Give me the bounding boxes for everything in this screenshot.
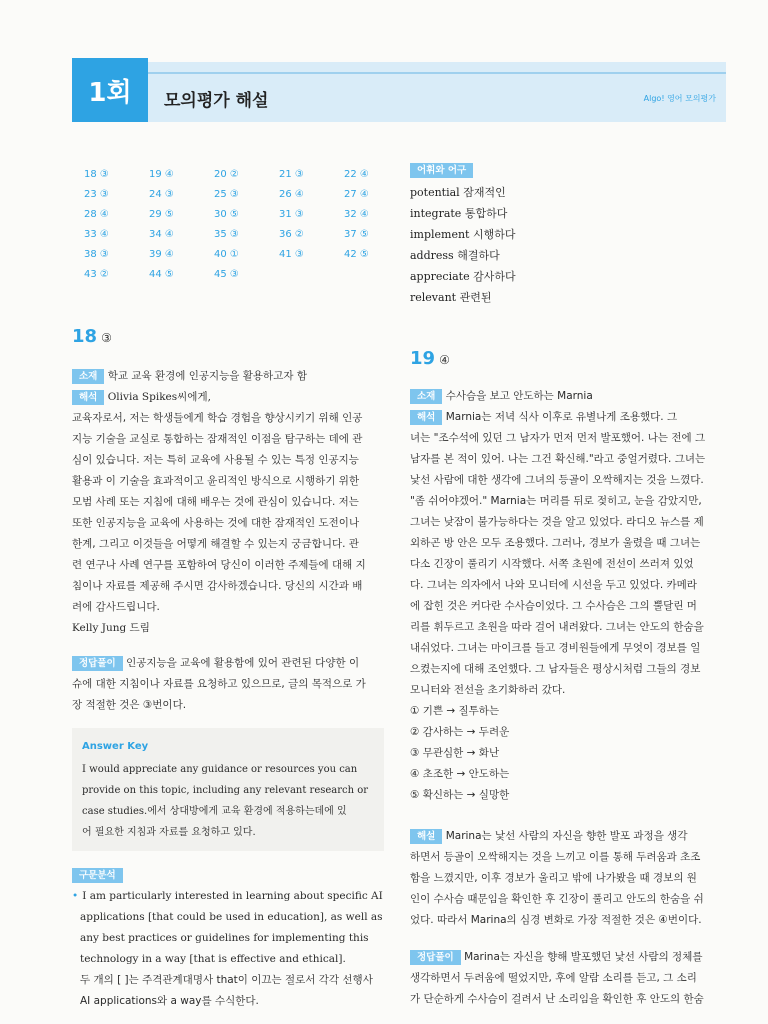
vocab-list bbox=[410, 182, 660, 308]
page-title: 모의평가 해설 bbox=[164, 91, 269, 111]
answer-key-label: Answer Key bbox=[82, 741, 149, 752]
header-series-label: Algo! 영어 모의평가 bbox=[643, 94, 716, 103]
translation-line: 낯선 사람에 대한 생각에 그녀의 등골이 오싹해지는 것을 느꼈다. bbox=[410, 474, 704, 486]
translation-line: "좀 쉬어야겠어." Marnia는 머리를 뒤로 젖히고, 눈을 감았지만, bbox=[410, 495, 702, 507]
header-divider bbox=[72, 72, 726, 74]
syntax-line: AI applications와 a way를 수식한다. bbox=[80, 995, 259, 1007]
syntax-line: applications [that could be used in education], as well as bbox=[80, 911, 383, 923]
answer-item: 28 ④ bbox=[84, 209, 109, 220]
solution-tag: 정답풀이 bbox=[410, 950, 461, 965]
answer-item: 29 ⑤ bbox=[149, 209, 174, 220]
option-item: ⑤ 확신하는 → 실망한 bbox=[410, 789, 510, 801]
answer-item: 32 ④ bbox=[344, 209, 369, 220]
answer-item: 25 ③ bbox=[214, 189, 239, 200]
solution-line: 슈에 대한 지침이나 자료를 요청하고 있으므로, 글의 목적으로 가 bbox=[72, 678, 366, 690]
translation-line: 에 잡힌 것은 커다란 수사슴이었다. 그 수사슴은 그의 뿔달린 머 bbox=[410, 600, 697, 612]
translation-tag: 해석 bbox=[72, 390, 104, 405]
answer-item: 34 ④ bbox=[149, 229, 174, 240]
solution-section bbox=[410, 947, 728, 1010]
translation-line: 다소 긴장이 풀리기 시작했다. 서쪽 초원에 전선이 쓰러져 있었 bbox=[410, 558, 694, 570]
explanation-line: 인이 수사슴 때문임을 확인한 후 긴장이 풀리고 안도의 한숨을 쉬 bbox=[410, 893, 704, 905]
answer-item: 43 ② bbox=[84, 269, 109, 280]
solution-line: Marina는 자신을 향해 발포했던 낯선 사람의 정체를 bbox=[464, 951, 703, 963]
answer-item: 35 ③ bbox=[214, 229, 239, 240]
question-number: 19 bbox=[410, 348, 436, 369]
topic-tag: 소재 bbox=[72, 369, 104, 384]
solution-line: 생각하면서 두려움에 떨었지만, 후에 알람 소리를 듣고, 그 소리 bbox=[410, 972, 697, 984]
translation-line: Kelly Jung 드림 bbox=[72, 622, 150, 634]
answer-item: 44 ⑤ bbox=[149, 269, 174, 280]
answer-item: 22 ④ bbox=[344, 169, 369, 180]
solution-line: 인공지능을 교육에 활용함에 있어 관련된 다양한 이 bbox=[126, 657, 360, 669]
answer-item: 31 ③ bbox=[279, 209, 304, 220]
question-19-column bbox=[410, 386, 728, 1010]
translation-line: 녀는 "조수석에 있던 그 남자가 먼저 먼저 발포했어. 나는 전에 그 bbox=[410, 432, 706, 444]
option-item: ① 기쁜 → 질투하는 bbox=[410, 705, 500, 717]
syntax-line: I am particularly interested in learning about specific AI bbox=[82, 890, 383, 902]
answer-item: 40 ① bbox=[214, 249, 239, 260]
translation-line: 또한 인공지능을 교육에 사용하는 것에 대한 잠재적인 도전이나 bbox=[72, 517, 360, 529]
answer-item: 39 ④ bbox=[149, 249, 174, 260]
question-18-heading bbox=[72, 326, 112, 347]
vocab-item: implement 시행하다 bbox=[410, 228, 516, 241]
translation-line: 려에 감사드립니다. bbox=[72, 601, 160, 613]
translation-line: 모니터와 전선을 초기화하러 갔다. bbox=[410, 684, 566, 696]
explanation-line: 함을 느꼈지만, 이후 경보가 울리고 밖에 나가봤을 때 경보의 원 bbox=[410, 872, 697, 884]
answer-item: 45 ③ bbox=[214, 269, 239, 280]
translation-line: 그녀는 낮잠이 불가능하다는 것을 알고 있었다. 라디오 뉴스를 제 bbox=[410, 516, 704, 528]
round-label: 1회 bbox=[88, 77, 132, 108]
translation-line: 내쉬었다. 그녀는 마이크를 들고 경비원들에게 무엇이 경보를 일 bbox=[410, 642, 701, 654]
answer-item: 38 ③ bbox=[84, 249, 109, 260]
translation-line: 다. 그녀는 의자에서 나와 모니터에 시선을 두고 있었다. 카메라 bbox=[410, 579, 697, 591]
round-badge bbox=[72, 58, 148, 122]
vocab-tag: 어휘와 어구 bbox=[410, 163, 473, 178]
answer-item: 30 ⑤ bbox=[214, 209, 239, 220]
solution-tag: 정답풀이 bbox=[72, 656, 123, 671]
explanation-line: 하면서 등골이 오싹해지는 것을 느끼고 이를 통해 두려움과 초조 bbox=[410, 851, 701, 863]
answer-item: 23 ③ bbox=[84, 189, 109, 200]
explanation-line: 었다. 따라서 Marina의 심경 변화로 가장 적절한 것은 ④번이다. bbox=[410, 914, 702, 926]
vocab-item: integrate 통합하다 bbox=[410, 207, 508, 220]
syntax-line: 두 개의 [ ]는 주격관계대명사 that이 이끄는 절로서 각각 선행사 bbox=[80, 974, 373, 986]
option-item: ② 감사하는 → 두려운 bbox=[410, 726, 510, 738]
answer-item: 41 ③ bbox=[279, 249, 304, 260]
translation-line: 외하곤 방 안은 모두 조용했다. 그러나, 경보가 울렸을 때 그녀는 bbox=[410, 537, 701, 549]
vocab-item: address 해결하다 bbox=[410, 249, 500, 262]
answer-key-box bbox=[72, 728, 384, 851]
answer-key-line: provide on this topic, including any relevant research or bbox=[82, 785, 369, 796]
bullet-icon: • bbox=[72, 890, 79, 902]
translation-line: 련 연구나 사례 연구를 포함하여 당신이 이러한 주제들에 대해 지 bbox=[72, 559, 366, 571]
translation-line: 모범 사례 또는 지침에 대해 배우는 것에 관심이 있습니다. 저는 bbox=[72, 496, 359, 508]
answer-item: 36 ② bbox=[279, 229, 304, 240]
answer-item: 27 ④ bbox=[344, 189, 369, 200]
topic-tag: 소재 bbox=[410, 389, 442, 404]
translation-line: 리를 휘두르고 초원을 따라 걸어 내려왔다. 그녀는 안도의 한숨을 bbox=[410, 621, 704, 633]
syntax-section bbox=[72, 865, 384, 1012]
translation-line: 한계, 그리고 이것들을 어떻게 해결할 수 있는지 궁금합니다. 관 bbox=[72, 538, 359, 550]
translation-line: Olivia Spikes씨에게, bbox=[107, 391, 211, 403]
answer-key-line: case studies.에서 상대방에게 교육 환경에 적용하는데에 있 bbox=[82, 806, 347, 817]
translation-line: 활용과 이 기술을 효과적이고 윤리적인 방식으로 시행하기 위한 bbox=[72, 475, 360, 487]
explanation-line: Marina는 낯선 사람의 자신을 향한 발포 과정을 생각 bbox=[445, 830, 688, 842]
solution-line: 장 적절한 것은 ③번이다. bbox=[72, 699, 187, 711]
translation-line: 심이 있습니다. 저는 특히 교육에 사용될 수 있는 특정 인공지능 bbox=[72, 454, 359, 466]
question-answer: ④ bbox=[439, 353, 450, 367]
syntax-line: technology in a way [that is effective and ethical]. bbox=[80, 953, 346, 965]
answer-item: 20 ② bbox=[214, 169, 239, 180]
question-18-column bbox=[72, 366, 384, 1012]
answer-key-line: I would appreciate any guidance or resources you can bbox=[82, 764, 358, 775]
answer-key-line: 어 필요한 지침과 자료를 요청하고 있다. bbox=[82, 827, 256, 838]
topic-text: 수사슴을 보고 안도하는 Marnia bbox=[445, 390, 593, 402]
option-item: ③ 무관심한 → 화난 bbox=[410, 747, 500, 759]
translation-line: 교육자로서, 저는 학생들에게 학습 경험을 향상시키기 위해 인공 bbox=[72, 412, 363, 424]
vocab-box bbox=[410, 158, 660, 308]
question-number: 18 bbox=[72, 326, 98, 347]
syntax-tag: 구문분석 bbox=[72, 868, 123, 883]
options-list bbox=[410, 701, 728, 806]
translation-line: 지능 기술을 교실로 통합하는 잠재적인 이점을 탐구하는 데에 관 bbox=[72, 433, 363, 445]
answer-item: 26 ④ bbox=[279, 189, 304, 200]
question-19-heading bbox=[410, 348, 450, 369]
translation-line: 으켰는지에 대해 조언했다. 그 남자들은 평상시처럼 그들의 경보 bbox=[410, 663, 701, 675]
answer-item: 18 ③ bbox=[84, 169, 109, 180]
topic-text: 학교 교육 환경에 인공지능을 활용하고자 함 bbox=[107, 370, 307, 382]
answer-item: 42 ⑤ bbox=[344, 249, 369, 260]
solution-section bbox=[72, 653, 384, 716]
vocab-item: appreciate 감사하다 bbox=[410, 270, 516, 283]
translation-line: Marnia는 저녁 식사 이후로 유별나게 조용했다. 그 bbox=[445, 411, 678, 423]
syntax-line: any best practices or guidelines for implementing this bbox=[80, 932, 369, 944]
answer-item: 37 ⑤ bbox=[344, 229, 369, 240]
vocab-item: potential 잠재적인 bbox=[410, 186, 506, 199]
option-item: ④ 초조한 → 안도하는 bbox=[410, 768, 510, 780]
answer-item: 24 ③ bbox=[149, 189, 174, 200]
question-answer: ③ bbox=[101, 331, 112, 345]
answer-item: 33 ④ bbox=[84, 229, 109, 240]
explanation-tag: 해설 bbox=[410, 829, 442, 844]
translation-line: 침이나 자료를 제공해 주시면 감사하겠습니다. 당신의 시간과 배 bbox=[72, 580, 363, 592]
answer-grid bbox=[84, 166, 384, 284]
translation-line: 남자를 본 적이 있어. 나는 그건 확신해."라고 중얼거렸다. 그녀는 bbox=[410, 453, 706, 465]
solution-line: 가 단순하게 수사슴이 걸려서 난 소리임을 확인한 후 안도의 한숨 bbox=[410, 993, 704, 1005]
answer-item: 19 ④ bbox=[149, 169, 174, 180]
answer-item: 21 ③ bbox=[279, 169, 304, 180]
vocab-item: relevant 관련된 bbox=[410, 291, 492, 304]
explanation-section bbox=[410, 826, 728, 931]
translation-tag: 해석 bbox=[410, 410, 442, 425]
